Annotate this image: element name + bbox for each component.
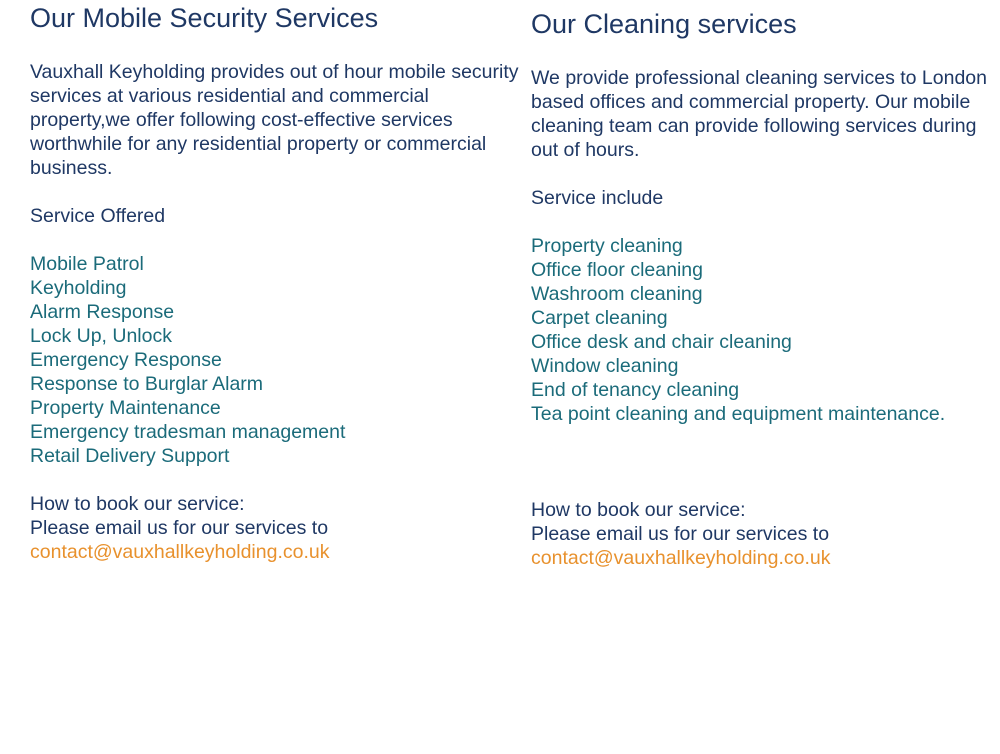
cleaning-intro-paragraph: We provide professional cleaning services to London based offices and commercial property. Our mobile cleaning team can provide following services during out of hours. — [531, 67, 987, 162]
list-item: Carpet cleaning — [531, 307, 668, 330]
list-item: Emergency tradesman management — [30, 421, 346, 444]
list-item: Office desk and chair cleaning — [531, 331, 792, 354]
list-item: Property cleaning — [531, 235, 683, 258]
list-item: Office floor cleaning — [531, 259, 703, 282]
security-service-list — [30, 252, 520, 468]
contact-email-link[interactable]: contact@vauxhallkeyholding.co.uk — [531, 547, 831, 570]
booking-instruction: Please email us for our services to — [531, 523, 830, 546]
list-item: Emergency Response — [30, 349, 222, 372]
list-item: Window cleaning — [531, 355, 679, 378]
list-item: Keyholding — [30, 277, 127, 300]
booking-heading: How to book our service: — [30, 493, 245, 516]
cleaning-service-list — [531, 234, 991, 426]
page-title-cleaning: Our Cleaning services — [531, 9, 797, 39]
security-booking-block — [30, 492, 520, 564]
list-item: End of tenancy cleaning — [531, 379, 740, 402]
list-item: Lock Up, Unlock — [30, 325, 172, 348]
booking-heading: How to book our service: — [531, 499, 746, 522]
cleaning-services-column — [531, 0, 991, 570]
list-item: Tea point cleaning and equipment maintenance. — [531, 403, 946, 426]
booking-instruction: Please email us for our services to — [30, 517, 329, 540]
security-services-label: Service Offered — [30, 205, 166, 228]
security-services-column — [30, 0, 520, 564]
list-item: Property Maintenance — [30, 397, 221, 420]
cleaning-booking-block — [531, 498, 991, 570]
list-item: Retail Delivery Support — [30, 445, 230, 468]
security-intro-paragraph: Vauxhall Keyholding provides out of hour mobile security services at various residential and commercial property,we offer following cost-effective services worthwhile for any residential property or commercial business. — [30, 61, 519, 180]
list-item: Alarm Response — [30, 301, 175, 324]
list-item: Response to Burglar Alarm — [30, 373, 264, 396]
contact-email-link[interactable]: contact@vauxhallkeyholding.co.uk — [30, 541, 330, 564]
list-item: Mobile Patrol — [30, 253, 144, 276]
list-item: Washroom cleaning — [531, 283, 703, 306]
cleaning-services-label: Service include — [531, 187, 664, 210]
page-title-security: Our Mobile Security Services — [30, 3, 379, 33]
